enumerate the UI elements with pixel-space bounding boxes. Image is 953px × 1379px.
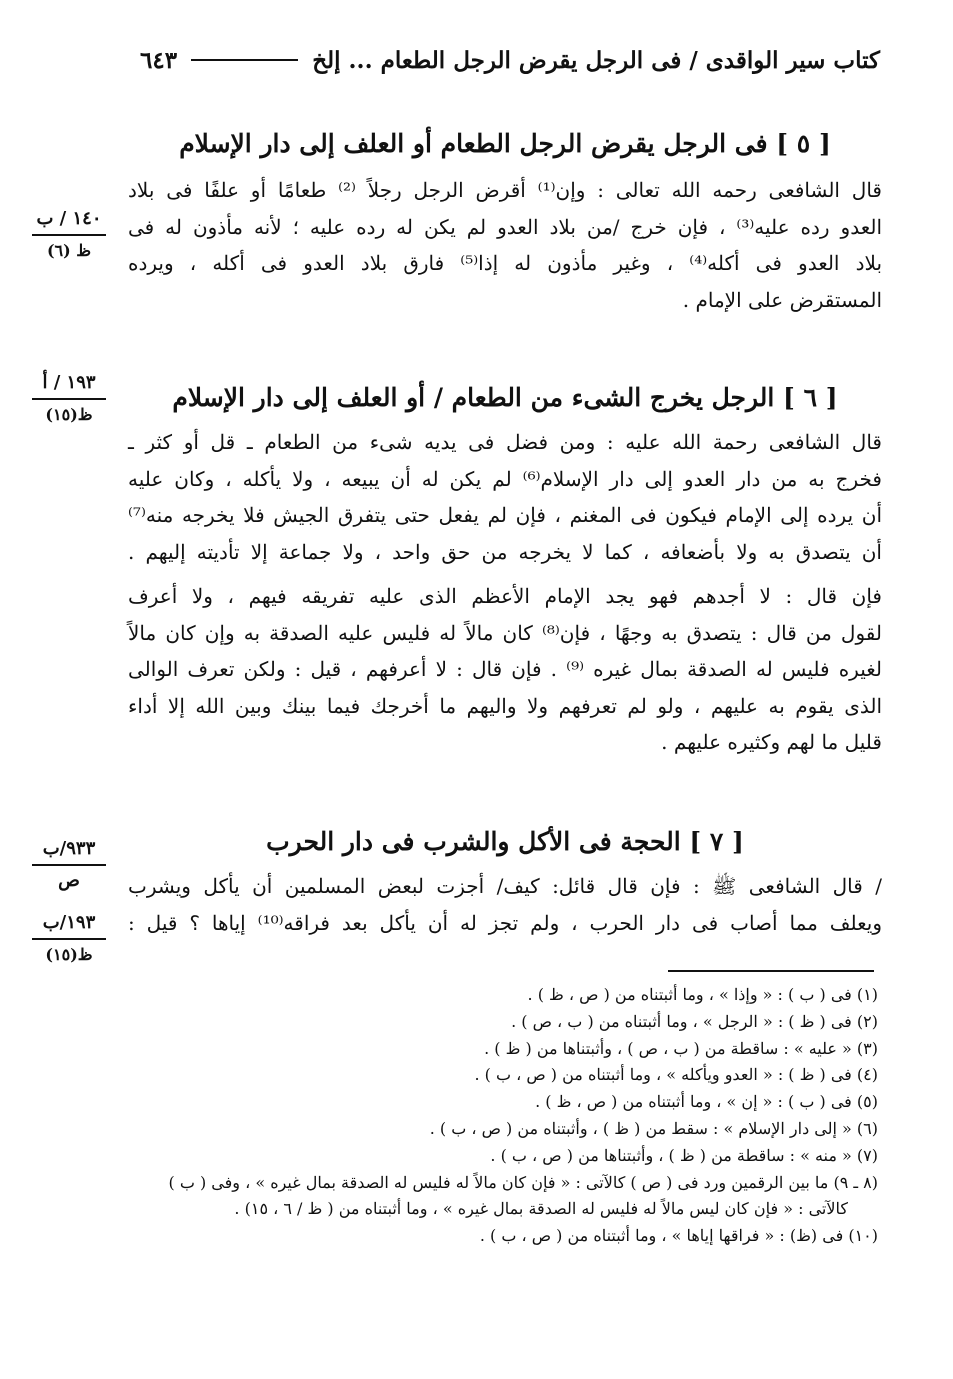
footnote: (٣) « عليه » : ساقطة من ( ب ، ص ) ، وأثبتناها من ( ظ ) . bbox=[484, 1038, 878, 1058]
footnote: (٧) « منه » : ساقطة من ( ظ ) ، وأثبتناها من ( ص ، ب ) . bbox=[490, 1145, 878, 1165]
margin-note-manuscript: ص bbox=[58, 870, 80, 891]
footnote: (٢) فى ( ظ ) : « الرجل » ، وما أثبتناه من ( ب ، ص ) . bbox=[511, 1011, 878, 1031]
footnote: (١) فى ( ب ) : « وإذا » ، وما أثبتناه من ( ص ، ظ ) . bbox=[527, 985, 878, 1004]
section-7 bbox=[128, 822, 882, 941]
margin-note-manuscript: ظ(١٥) bbox=[45, 405, 93, 424]
margin-note bbox=[26, 912, 112, 966]
text-line: ويعلف مما أصاب فى دار الحرب ، ولم تجز له أن يأكل بعد فراقه⁽¹⁰⁾ إياها ؟ قيل : bbox=[128, 910, 883, 935]
text-line: قال الشافعى رحمة الله عليه : ومن فضل فى يديه شىء من الطعام ـ قل أو كثر ـ bbox=[128, 430, 882, 454]
paragraph bbox=[128, 578, 882, 761]
text-line: لقول من قال : يتصدق به وجهًا ، فإن⁽⁸⁾ كان مالاً له فليس عليه الصدقة به وإن كان مالاً bbox=[128, 620, 882, 645]
margin-note-rule bbox=[32, 398, 106, 400]
margin-note-folio: ١٤٠ / ب bbox=[36, 208, 102, 229]
margin-note-rule bbox=[32, 938, 106, 940]
margin-note-manuscript: ظ (٦) bbox=[46, 241, 92, 260]
footnote: (٤) فى ( ظ ) : « العدو ويأكله » ، وما أثبتناه من ( ص ، ب ) . bbox=[474, 1065, 878, 1085]
text-line: قال الشافعى رحمه الله تعالى : وإن⁽¹⁾ أقرض الرجل رجلاً ⁽²⁾ طعامًا أو علفًا فى بلاد bbox=[128, 178, 882, 202]
text-line: بلاد العدو فى أكله⁽⁴⁾ ، وغير مأذون له إذا⁽⁵⁾ فارق بلاد العدو فى أكله ، ويرده bbox=[128, 251, 883, 275]
text-line: / قال الشافعى ﷺ : فإن قال قائل: كيف/ أجزت لبعض المسلمين أن يأكل ويشرب bbox=[128, 874, 882, 898]
margin-note-manuscript: ظ(١٥) bbox=[45, 945, 93, 964]
running-header-title: كتاب سير الواقدى / فى الرجل يقرض الرجل الطعام ... إلخ bbox=[312, 46, 880, 74]
running-header bbox=[140, 40, 880, 80]
paragraph bbox=[128, 424, 882, 570]
section-heading: [ ٧ ] الحجة فى الأكل والشرب فى دار الحرب bbox=[266, 827, 744, 856]
footnote-continuation: كالآتى : « فإن كان ليس مالاً له فليس له الصدقة بمال غيره » ، وما أثبتناه من ( ظ / ٦ ، ١٥) . bbox=[234, 1199, 848, 1219]
margin-note-rule bbox=[32, 864, 106, 866]
margin-note-folio: ٩٣٣/ب bbox=[42, 838, 96, 859]
footnotes bbox=[128, 982, 878, 1250]
section-heading: [ ٦ ] الرجل يخرج الشىء من الطعام / أو العلف إلى دار الإسلام bbox=[172, 383, 838, 412]
text-line: أن يرده إلى الإمام فيكون فى المغنم ، فإن لم يفعل حتى يتفرق الجيش فلا يخرجه منه⁽⁷⁾ bbox=[128, 503, 882, 527]
margin-note bbox=[26, 372, 112, 426]
text-line: فإن قال : لا أجدهم فهو يجد الإمام الأعظم الذى عليه تفريقه فيهم ، ولا أعرف bbox=[128, 584, 882, 608]
footnote-separator bbox=[668, 970, 874, 972]
text-line: قليل ما لهم وكثيره عليهم . bbox=[661, 730, 882, 754]
footnote: (١٠) فى (ظ) : « فراقها إياها » ، وما أثبتناه من ( ص ، ب ) . bbox=[479, 1226, 878, 1246]
footnote: (٦) « إلى دار الإسلام » : سقط من ( ظ ) ، وأثبتناه من ( ص ، ب ) . bbox=[429, 1118, 878, 1138]
margin-note bbox=[26, 838, 112, 892]
footnote: (٥) فى ( ب ) : « إن » ، وما أثبتناه من ( ص ، ظ ) . bbox=[535, 1092, 878, 1112]
section-5 bbox=[128, 124, 882, 318]
section-heading: [ ٥ ] فى الرجل يقرض الرجل الطعام أو العلف إلى دار الإسلام bbox=[179, 129, 831, 158]
text-line: العدو رده عليه⁽³⁾ ، فإن خرج /من بلاد العدو لم يكن له رده عليه ؛ لأنه مأذون له فى bbox=[128, 214, 882, 239]
running-header-rule bbox=[191, 59, 298, 61]
text-line: فخرج به من دار العدو إلى دار الإسلام⁽⁶⁾ لم يكن له أن يبيعه ، ولا يأكله ، وكان عليه bbox=[128, 466, 882, 491]
text-line: الذى يقوم به عليهم ، ولو لم تعرفهم ولا واليهم ما أخرجك فيما بينك وبين الله إلا أداء bbox=[128, 693, 882, 718]
margin-note-folio: ١٩٣ / أ bbox=[42, 372, 96, 393]
margin-note-folio: ١٩٣/ب bbox=[42, 912, 96, 933]
text-line: أن يتصدق به ولا بأضعافه ، كما لا يخرجه من حق واحد ، ولا جماعة إلا تأديته إليهم . bbox=[128, 539, 882, 564]
footnote: (٨ ـ ٩) ما بين الرقمين ورد فى ( ص ) كالآتى : « فإن كان مالاً له فليس له الصدقة بمال غيره » ، وفى ( ب ) bbox=[168, 1172, 878, 1192]
section-6 bbox=[128, 378, 882, 761]
paragraph bbox=[128, 868, 882, 941]
paragraph bbox=[128, 172, 882, 318]
page-number: ٦٤٣ bbox=[140, 46, 178, 74]
margin-note-rule bbox=[32, 234, 106, 236]
text-line: المستقرض على الإمام . bbox=[682, 287, 882, 312]
text-line: لغيره فليس له الصدقة بمال غيره ⁽⁹⁾ . فإن قال : لا أعرفهم ، قيل : ولكن تعرف الوالى bbox=[128, 657, 882, 681]
margin-note bbox=[26, 208, 112, 262]
